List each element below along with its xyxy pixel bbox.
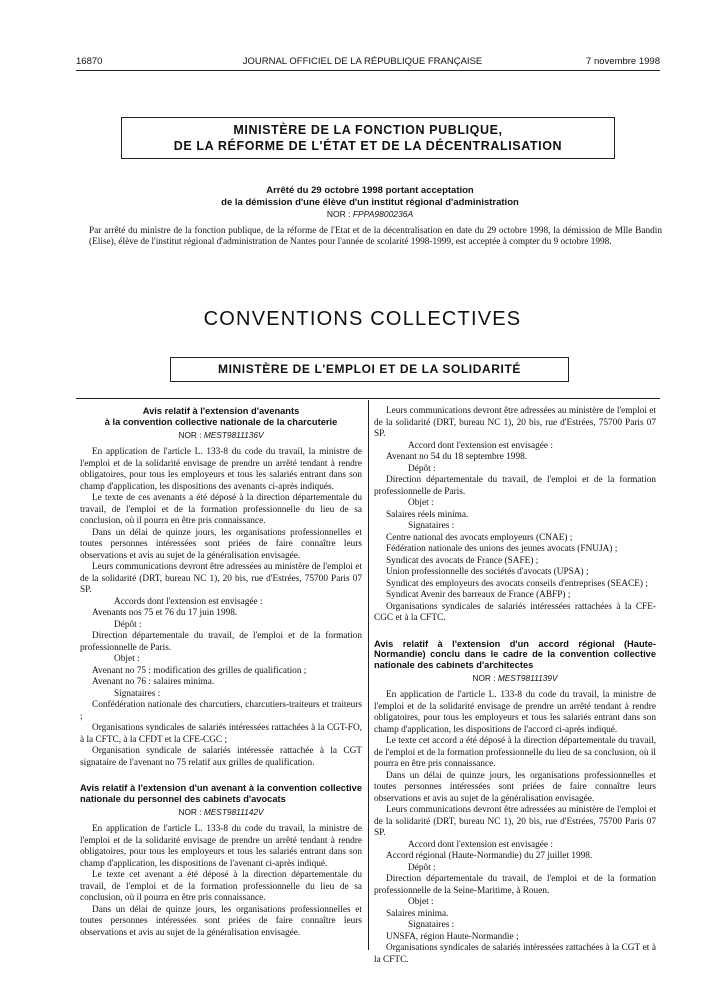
paragraph: Avenant no 76 : salaires minima. [92,677,215,688]
paragraph: Signataires : [114,688,161,699]
ministry-title-line1: MINISTÈRE DE LA FONCTION PUBLIQUE, [233,123,503,137]
paragraph: Objet : [408,897,434,908]
paragraph: Le texte cet avenant a été déposé à la direction départementale du travail, de l'emploi et de la formation professionnelle du lieu de sa conclusion, où il pourra en être pris connaissance. [80,870,362,904]
paragraph: Dépôt : [408,463,436,474]
paragraph: Salaires réels minima. [386,509,469,520]
section-title: CONVENTIONS COLLECTIVES [203,308,522,330]
avis-charcuterie-title-line1: Avis relatif à l'extension d'avenants [142,406,300,416]
paragraph: UNSFA, région Haute-Normandie ; [386,931,519,942]
paragraph: Dans un délai de quinze jours, les organisations professionnelles et toutes personnes intéressées sont priées de faire connaître leurs observations et avis au sujet de la généralisation envisagée. [80,904,362,938]
paragraph: Organisation syndicale de salariés intéressée rattachée à la CGT signataire de l'avenant no 75 relatif aux grilles de qualification. [80,746,362,768]
nor-label: NOR : [472,672,498,683]
paragraph: Organisations syndicales de salariés intéressées rattachées à la CGT et à la CFTC. [374,943,656,965]
column-divider [368,400,369,950]
paragraph: En application de l'article L. 133-8 du code du travail, la ministre de l'emploi et de la solidarité envisage de prendre un arrêté tendant à rendre obligatoires, pour tous les employeurs et tous les salariés entrant dans son champ d'application, les dispositions de l'accord ci-après indiqué. [374,690,656,735]
arrete-body: Par arrêté du ministre de la fonction publique, de la réforme de l'Etat et de la décentralisation en date du 29 octobre 1998, la démission de Mlle Bandin (Elise), élève de l'institut régional d'administration de Nantes pour l'année de scolarité 1998-1999, est acceptée à compter du 9 octobre 1998. [89,226,662,248]
arrete-title [90,185,650,208]
paragraph: Objet : [408,498,434,508]
ministry-emploi-title: MINISTÈRE DE L'EMPLOI ET DE LA SOLIDARITÉ [217,362,522,376]
paragraph: Leurs communications devront être adressées au ministère de l'emploi et de la solidarité (DRT, bureau NC 1), 20 bis, rue d'Estrées, 75700 Paris 07 SP. [374,406,656,439]
header-rule [76,70,660,71]
left-column [80,406,362,939]
avis-charcuterie-title-line2: à la convention collective nationale de la charcuterie [104,416,338,427]
ministry-emploi-box [170,357,569,382]
ministry-fonction-publique-box [121,117,615,159]
arrete-title-line2: de la démission d'une élève d'un institut régional d'administration [221,196,519,208]
nor-code: MEST9811142V [203,806,264,817]
paragraph: Dans un délai de quinze jours, les organisations professionnelles et toutes personnes intéressées sont priées de faire connaître leurs observations et avis au sujet de la généralisation envisagée. [374,770,656,804]
right-column [374,406,656,966]
paragraph: Dépôt : [408,862,436,873]
paragraph: Direction départementale du travail, de l'emploi et de la formation professionnelle de la Seine-Maritime, à Rouen. [374,874,656,896]
paragraph: Avenant no 54 du 18 septembre 1998. [386,452,528,462]
paragraph: Organisations syndicales de salariés intéressées rattachées à la CGT-FO, à la CFTC, à la CFDT et la CFE-CGC ; [80,723,362,745]
paragraph: Dans un délai de quinze jours, les organisations professionnelles et toutes personnes intéressées sont priées de faire connaître leurs observations et avis au sujet de la généralisation envisagée. [80,527,362,561]
page-number: 16870 [76,56,103,67]
nor-label: NOR : [178,806,204,817]
nor-code: MEST9811139V [497,672,558,683]
avis-architectes-title: Avis relatif à l'extension d'un accord régional (Haute-Normandie) conclu dans le cadre de la convention collective nationale des cabinets d'architectes [374,638,656,671]
issue-date: 7 novembre 1998 [586,56,660,67]
avis-architectes-nor [374,673,656,685]
paragraph: Le texte cet accord a été déposé à la direction départementale du travail, de l'emploi et de la formation professionnelle du lieu de sa conclusion, où il pourra en être pris connaissance. [374,736,656,770]
paragraph: Accords dont l'extension est envisagée : [114,596,263,607]
paragraph: En application de l'article L. 133-8 du code du travail, la ministre de l'emploi et de la solidarité envisage de prendre un arrêté tendant à rendre obligatoires, pour tous les employeurs et tous les salariés entrant dans son champ d'application, les dispositions de l'avenant ci-après indiqué. [80,824,362,869]
paragraph: Leurs communications devront être adressées au ministère de l'emploi et de la solidarité (DRT, bureau NC 1), 20 bis, rue d'Estrées, 75700 Paris 07 SP. [80,562,362,596]
avis-avocats-nor [80,807,362,819]
arrete-nor [90,209,650,219]
paragraph: Accord régional (Haute-Normandie) du 27 juillet 1998. [386,851,593,862]
paragraph: Avenants nos 75 et 76 du 17 juin 1998. [92,608,238,619]
paragraph: Syndicat des employeurs des avocats conseils d'entreprises (SEACE) ; [386,578,648,589]
paragraph: Confédération nationale des charcutiers, charcutiers-traiteurs et traiteurs ; [80,700,362,722]
ministry-title-line2: DE LA RÉFORME DE L'ÉTAT ET DE LA DÉCENTRALISATION [173,139,563,153]
paragraph: Accord dont l'extension est envisagée : [408,839,553,850]
paragraph: Organisations syndicales de salariés intéressées rattachées à la CFE-CGC et à la CFTC. [374,601,656,623]
paragraph: Centre national des avocats employeurs (CNAE) ; [386,532,573,543]
paragraph: Salaires minima. [386,908,449,919]
paragraph: Dépôt : [114,619,142,630]
journal-title: JOURNAL OFFICIEL DE LA RÉPUBLIQUE FRANÇAISE [242,56,483,67]
nor-label: NOR : [178,429,204,440]
paragraph: En application de l'article L. 133-8 du code du travail, la ministre de l'emploi et de la solidarité envisage de prendre un arrêté tendant à rendre obligatoires, pour tous les employeurs et tous les salariés entrant dans son champ d'application, les dispositions des avenants ci-après indiqués. [80,447,362,492]
paragraph: Union professionnelle des sociétés d'avocats (UPSA) ; [386,567,589,577]
paragraph: Objet : [114,654,140,665]
nor-code: FPPA9800236A [352,209,414,219]
paragraph: Direction départementale du travail, de l'emploi et de la formation professionnelle de Paris. [374,475,656,497]
nor-label: NOR : [326,209,353,219]
avis-avocats-title: Avis relatif à l'extension d'un avenant à la convention collective nationale du personnel des cabinets d'avocats [80,783,362,804]
nor-code: MEST9811136V [203,429,264,440]
paragraph: Syndicat des avocats de France (SAFE) ; [386,555,539,566]
paragraph: Signataires : [408,521,455,531]
paragraph: Accord dont l'extension est envisagée : [408,440,553,451]
arrete-title-line1: Arrêté du 29 octobre 1998 portant acceptation [266,185,474,196]
paragraph: Fédération nationale des unions des jeunes avocats (FNUJA) ; [386,544,618,554]
paragraph: Leurs communications devront être adressées au ministère de l'emploi et de la solidarité (DRT, bureau NC 1), 20 bis, rue d'Estrées, 75700 Paris 07 SP. [374,805,656,839]
column-top-rule [76,398,660,399]
avis-charcuterie-nor [80,430,362,442]
paragraph: Signataires : [408,920,455,931]
paragraph: Avenant no 75 : modification des grilles de qualification ; [92,665,307,676]
paragraph: Direction départementale du travail, de l'emploi et de la formation professionnelle de Paris. [80,631,362,653]
paragraph: Syndicat Avenir des barreaux de France (ABFP) ; [386,590,571,600]
paragraph: Le texte de ces avenants a été déposé à la direction départementale du travail, de l'emploi et de la formation professionnelle du lieu de sa conclusion, où il pourra en être pris connaissance. [80,493,362,527]
